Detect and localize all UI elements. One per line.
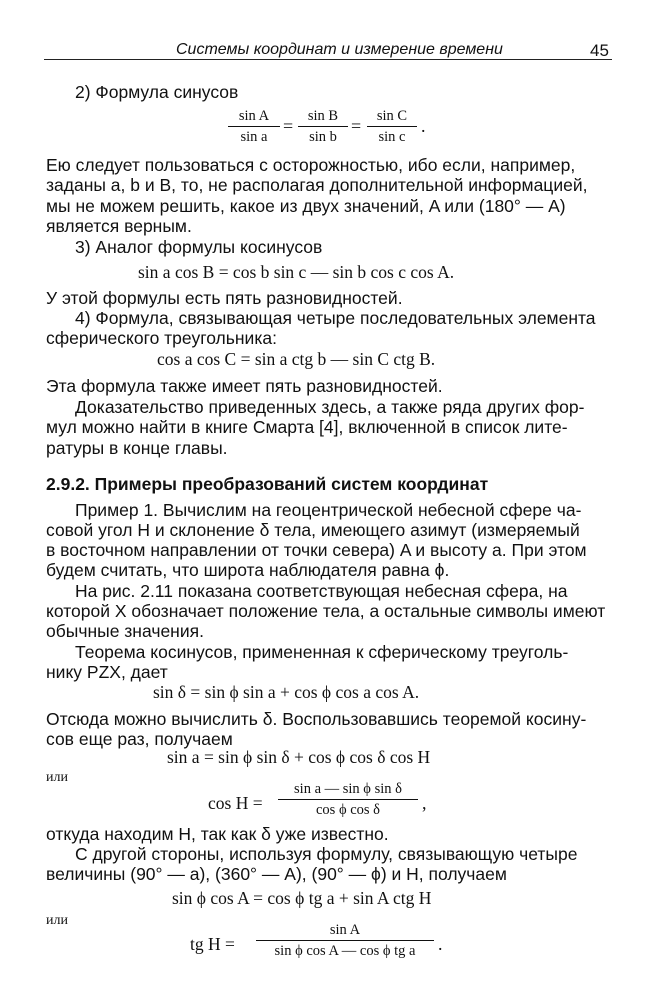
text-line: будем считать, что широта наблюдателя равна ϕ. bbox=[46, 560, 450, 580]
text-line: является верным. bbox=[46, 216, 192, 236]
denominator: sin ϕ cos A — cos ϕ tg a bbox=[274, 943, 416, 959]
text-line: Доказательство приведенных здесь, а также ряда других фор- bbox=[75, 397, 585, 417]
text-line: У этой формулы есть пять разновидностей. bbox=[46, 288, 403, 308]
formula-cosine-analog: sin a cos B = cos b sin c — sin b cos c cos A. bbox=[138, 262, 455, 282]
text-line: сферического треугольника: bbox=[46, 328, 277, 348]
text-line: откуда находим H, так как δ уже известно. bbox=[46, 824, 389, 844]
text-line: ратуры в конце главы. bbox=[46, 438, 228, 458]
numerator: sin C bbox=[376, 108, 408, 124]
denominator: sin b bbox=[309, 129, 337, 145]
denominator: cos ϕ cos δ bbox=[316, 802, 380, 818]
fraction-sinC-sinc bbox=[367, 108, 417, 146]
fraction-bar bbox=[228, 126, 280, 127]
text-line: Пример 1. Вычислим на геоцентрической небесной сфере ча- bbox=[75, 500, 582, 520]
formula-four-parts: cos a cos C = sin a ctg b — sin C ctg B. bbox=[157, 349, 436, 369]
equals-sign: = bbox=[351, 116, 362, 136]
text-line: 4) Формула, связывающая четыре последовательных элемента bbox=[75, 308, 596, 328]
formula-tgH-lhs: tg H = bbox=[190, 934, 235, 954]
equals-sign: = bbox=[283, 116, 294, 136]
fraction-bar bbox=[256, 940, 434, 941]
text-line: Отсюда можно вычислить δ. Воспользовавшись теоремой косину- bbox=[46, 709, 587, 729]
section-heading: 2.9.2. Примеры преобразований систем координат bbox=[46, 474, 489, 494]
text-line: совой угол H и склонение δ тела, имеющего азимут (измеряемый bbox=[46, 520, 580, 540]
text-line: На рис. 2.11 показана соответствующая небесная сфера, на bbox=[75, 581, 568, 601]
text-line: Эта формула также имеет пять разновидностей. bbox=[46, 376, 443, 396]
numerator: sin B bbox=[307, 108, 339, 124]
numerator: sin A bbox=[329, 922, 361, 938]
formula-sin-a: sin a = sin ϕ sin δ + cos ϕ cos δ cos H bbox=[167, 747, 431, 767]
fraction-sinA-sina bbox=[228, 108, 280, 146]
fraction-tgH bbox=[256, 922, 434, 960]
text-line: Ею следует пользоваться с осторожностью, ибо если, например, bbox=[46, 155, 576, 175]
denominator: sin c bbox=[378, 129, 406, 145]
text-line: Теорема косинусов, примененная к сферическому треуголь- bbox=[75, 642, 569, 662]
fraction-bar bbox=[298, 126, 348, 127]
text-line: величины (90° — a), (360° — A), (90° — ϕ) и H, получаем bbox=[46, 864, 507, 884]
numerator: sin A bbox=[238, 108, 270, 124]
running-title: Системы координат и измерение времени bbox=[176, 41, 503, 58]
page-number: 45 bbox=[590, 41, 609, 60]
header-rule bbox=[44, 59, 612, 60]
text-line: сов еще раз, получаем bbox=[46, 729, 233, 749]
text-line: 3) Аналог формулы косинусов bbox=[75, 237, 323, 257]
comma: , bbox=[422, 793, 427, 813]
fraction-cosH bbox=[278, 781, 418, 819]
text-line: заданы a, b и B, то, не располагая дополнительной информацией, bbox=[46, 175, 588, 195]
text-line: нику PZX, дает bbox=[46, 662, 168, 682]
text-line: в восточном направлении от точки севера) A и высоту a. При этом bbox=[46, 540, 587, 560]
fraction-sinB-sinb bbox=[298, 108, 348, 146]
period: . bbox=[421, 116, 426, 136]
fraction-bar bbox=[278, 799, 418, 800]
formula-sinphi-cosA: sin ϕ cos A = cos ϕ tg a + sin A ctg H bbox=[172, 888, 432, 908]
text-line: или bbox=[46, 770, 68, 785]
fraction-bar bbox=[367, 126, 417, 127]
text-line: которой X обозначает положение тела, а остальные символы имеют bbox=[46, 601, 606, 621]
text-line: обычные значения. bbox=[46, 621, 204, 641]
denominator: sin a bbox=[240, 129, 268, 145]
text-line: или bbox=[46, 913, 68, 928]
numerator: sin a — sin ϕ sin δ bbox=[294, 781, 402, 797]
text-line: мы не можем решить, какое из двух значений, A или (180° — A) bbox=[46, 196, 566, 216]
period: . bbox=[438, 934, 443, 954]
formula-cosH-lhs: cos H = bbox=[208, 793, 263, 813]
text-line: 2) Формула синусов bbox=[75, 82, 239, 102]
text-line: мул можно найти в книге Смарта [4], включенной в список лите- bbox=[46, 417, 568, 437]
formula-sin-delta: sin δ = sin ϕ sin a + cos ϕ cos a cos A. bbox=[153, 682, 420, 702]
text-line: С другой стороны, используя формулу, связывающую четыре bbox=[75, 844, 578, 864]
